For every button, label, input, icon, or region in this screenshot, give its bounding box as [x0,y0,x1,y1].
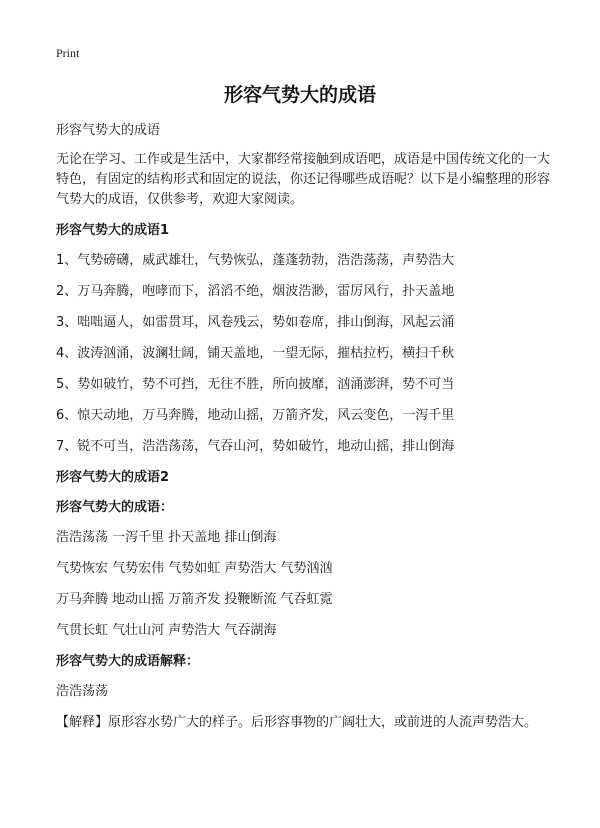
print-link[interactable]: Print [56,46,80,60]
list-item: 1、气势磅礴，威武雄壮，气势恢弘，蓬蓬勃勃，浩浩荡荡，声势浩大 [56,253,455,268]
list-item: 4、波涛汹涌，波澜壮阔，铺天盖地，一望无际，摧枯拉朽，横扫千秋 [56,346,455,361]
explanation-heading: 形容气势大的成语解释： [56,654,200,669]
list-item: 6、惊天动地，万马奔腾，地动山摇，万箭齐发，风云变色，一泻千里 [56,408,455,423]
article-subtitle: 形容气势大的成语 [56,123,161,138]
list-item: 7、锐不可当，浩浩荡荡，气吞山河，势如破竹，地动山摇，排山倒海 [56,439,455,454]
phrase-line: 气势恢宏 气势宏伟 气势如虹 声势浩大 气势汹汹 [56,561,333,576]
section-2-heading: 形容气势大的成语2 [56,470,170,485]
article-body [56,121,556,733]
section-2-subheading: 形容气势大的成语： [56,500,174,515]
list-item: 2、万马奔腾，咆哮而下，滔滔不绝，烟波浩渺，雷厉风行，扑天盖地 [56,284,455,299]
section-1-heading: 形容气势大的成语1 [56,223,170,238]
explanation-text: 【解释】原形容水势广大的样子。后形容事物的广阔壮大，或前进的人流声势浩大。 [56,715,538,730]
phrase-line: 气贯长虹 气壮山河 声势浩大 气吞湖海 [56,623,277,638]
idiom-list [56,251,556,457]
page-title: 形容气势大的成语 [223,84,376,106]
intro-paragraph: 无论在学习、工作或是生活中，大家都经常接触到成语吧，成语是中国传统文化的一大特色，有固定的结构形式和固定的说法，你还记得哪些成语呢？以下是小编整理的形容气势大的成语，仅供参考，欢迎大家阅读。 [56,152,551,207]
phrase-line: 浩浩荡荡 一泻千里 扑天盖地 排山倒海 [56,530,277,545]
phrase-list [56,528,556,641]
list-item: 5、势如破竹，势不可挡，无往不胜，所向披靡，汹涌澎湃，势不可当 [56,377,455,392]
list-item: 3、咄咄逼人，如雷贯耳，风卷残云，势如卷席，排山倒海，风起云涌 [56,315,455,330]
phrase-line: 万马奔腾 地动山摇 万箭齐发 投鞭断流 气吞虹霓 [56,592,333,607]
explained-idiom: 浩浩荡荡 [56,684,109,699]
